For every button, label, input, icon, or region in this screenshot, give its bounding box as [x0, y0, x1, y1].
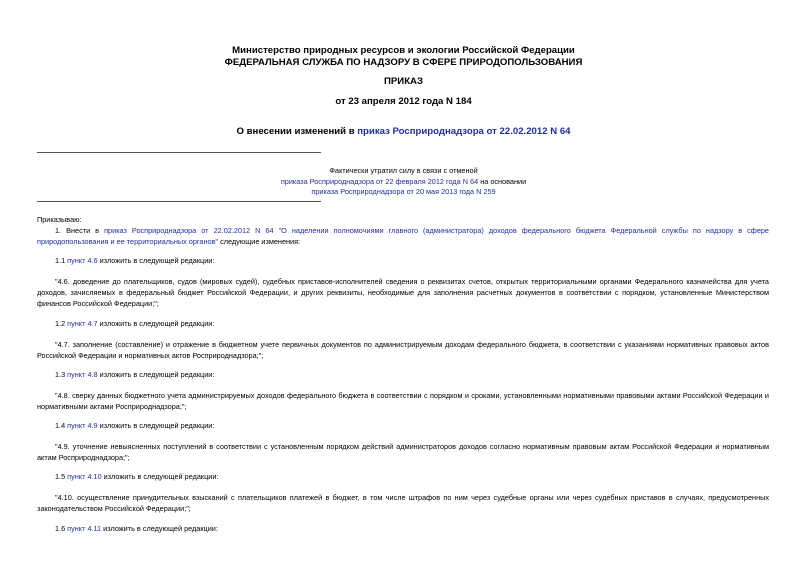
- item-1-3-link[interactable]: пункт 4.8: [67, 370, 98, 379]
- p1-end: следующие изменения:: [218, 237, 301, 246]
- item-1-4-heading: 1.4 пункт 4.9 изложить в следующей редакции:: [55, 421, 215, 430]
- title-link[interactable]: приказ Росприроднадзора от 22.02.2012 N 64: [357, 126, 571, 137]
- divider-top: [37, 152, 321, 153]
- item-1-1-heading: 1.1 пункт 4.6 изложить в следующей редакции:: [55, 256, 215, 265]
- item-1-3-heading: 1.3 пункт 4.8 изложить в следующей редакции:: [55, 370, 215, 379]
- item-1-5-quote: "4.10. осуществление принудительных взысканий с плательщиков платежей в бюджет, в том числе штрафов по ним через судебные органы или через судебных приставов в случаях, предусмотренных законодательством Российской Федерации;";: [37, 493, 769, 513]
- p1-start: 1. Внести в: [55, 226, 105, 235]
- cancel-order-link[interactable]: приказа Росприроднадзора от 22 февраля 2012 года N 64: [280, 177, 479, 186]
- ministry-name: Министерство природных ресурсов и экологии Российской Федерации: [232, 45, 575, 56]
- item-1-6-link[interactable]: пункт 4.11: [67, 524, 102, 533]
- document-date: от 23 апреля 2012 года N 184: [335, 96, 472, 107]
- title-prefix: О внесении изменений в: [236, 126, 358, 137]
- status-note-line3: [0, 186, 807, 197]
- status-note-rest: на основании: [478, 177, 527, 186]
- status-note-line1: Фактически утратил силу в связи с отменой: [329, 166, 478, 175]
- item-1-5-heading: 1.5 пункт 4.10 изложить в следующей редакции:: [55, 472, 219, 481]
- service-name: ФЕДЕРАЛЬНАЯ СЛУЖБА ПО НАДЗОРУ В СФЕРЕ ПРИРОДОПОЛЬЗОВАНИЯ: [224, 57, 583, 68]
- item-1-1-link[interactable]: пункт 4.6: [67, 256, 98, 265]
- item-1-5-link[interactable]: пункт 4.10: [67, 472, 102, 481]
- intro-text: Приказываю:: [37, 215, 82, 224]
- document-title: [0, 126, 807, 138]
- item-1-2-quote: "4.7. заполнение (составление) и отражение в бюджетном учете первичных документов по администрируемым доходам федерального бюджета, в соответствии с указаниями нормативных правовых актов Российской Федерации и нормативных актов Росприроднадзора;";: [37, 340, 769, 360]
- item-1-4-quote: "4.9. уточнение невыясненных поступлений в соответствии с установленным порядком действий администраторов доходов согласно нормативным правовым актам Российской Федерации и нормативным актам Росприроднадзора;";: [37, 442, 769, 462]
- divider-bottom: [37, 201, 321, 202]
- item-1-2-link[interactable]: пункт 4.7: [67, 319, 98, 328]
- item-1-6-heading: 1.6 пункт 4.11 изложить в следующей редакции:: [55, 524, 218, 533]
- basis-order-link[interactable]: приказа Росприроднадзора от 20 мая 2013 года N 259: [311, 187, 496, 196]
- item-1-4-link[interactable]: пункт 4.9: [67, 421, 98, 430]
- document-type: ПРИКАЗ: [384, 76, 423, 87]
- p1-link[interactable]: приказ Росприроднадзора от 22.02.2012 N 64 "О наделении полномочиями главного (администратора) доходов федерального бюджета Федеральной службы по надзору в сфере природопользования и ее территориальных органов": [37, 226, 769, 246]
- paragraph-1: [37, 225, 769, 247]
- item-1-1-quote: "4.6. доведение до плательщиков, судов (мировых судей), судебных приставов-исполнителей сведения о реквизитах счетов, открытых территориальными органами Федерального казначейства для учета доходов, зачисляемых в федеральный бюджет Российской Федерации, и других реквизиты, необходимые для заполнения расчетных документов в соответствии с порядком, установленные Министерством финансов Российской Федерации;";: [37, 277, 769, 308]
- item-1-2-heading: 1.2 пункт 4.7 изложить в следующей редакции:: [55, 319, 215, 328]
- item-1-3-quote: "4.8. сверку данных бюджетного учета администрируемых доходов федерального бюджета в соответствии с порядком и сроками, установленными нормативными правовыми актами Российской Федерации и нормативными актами Росприроднадзора;";: [37, 391, 769, 411]
